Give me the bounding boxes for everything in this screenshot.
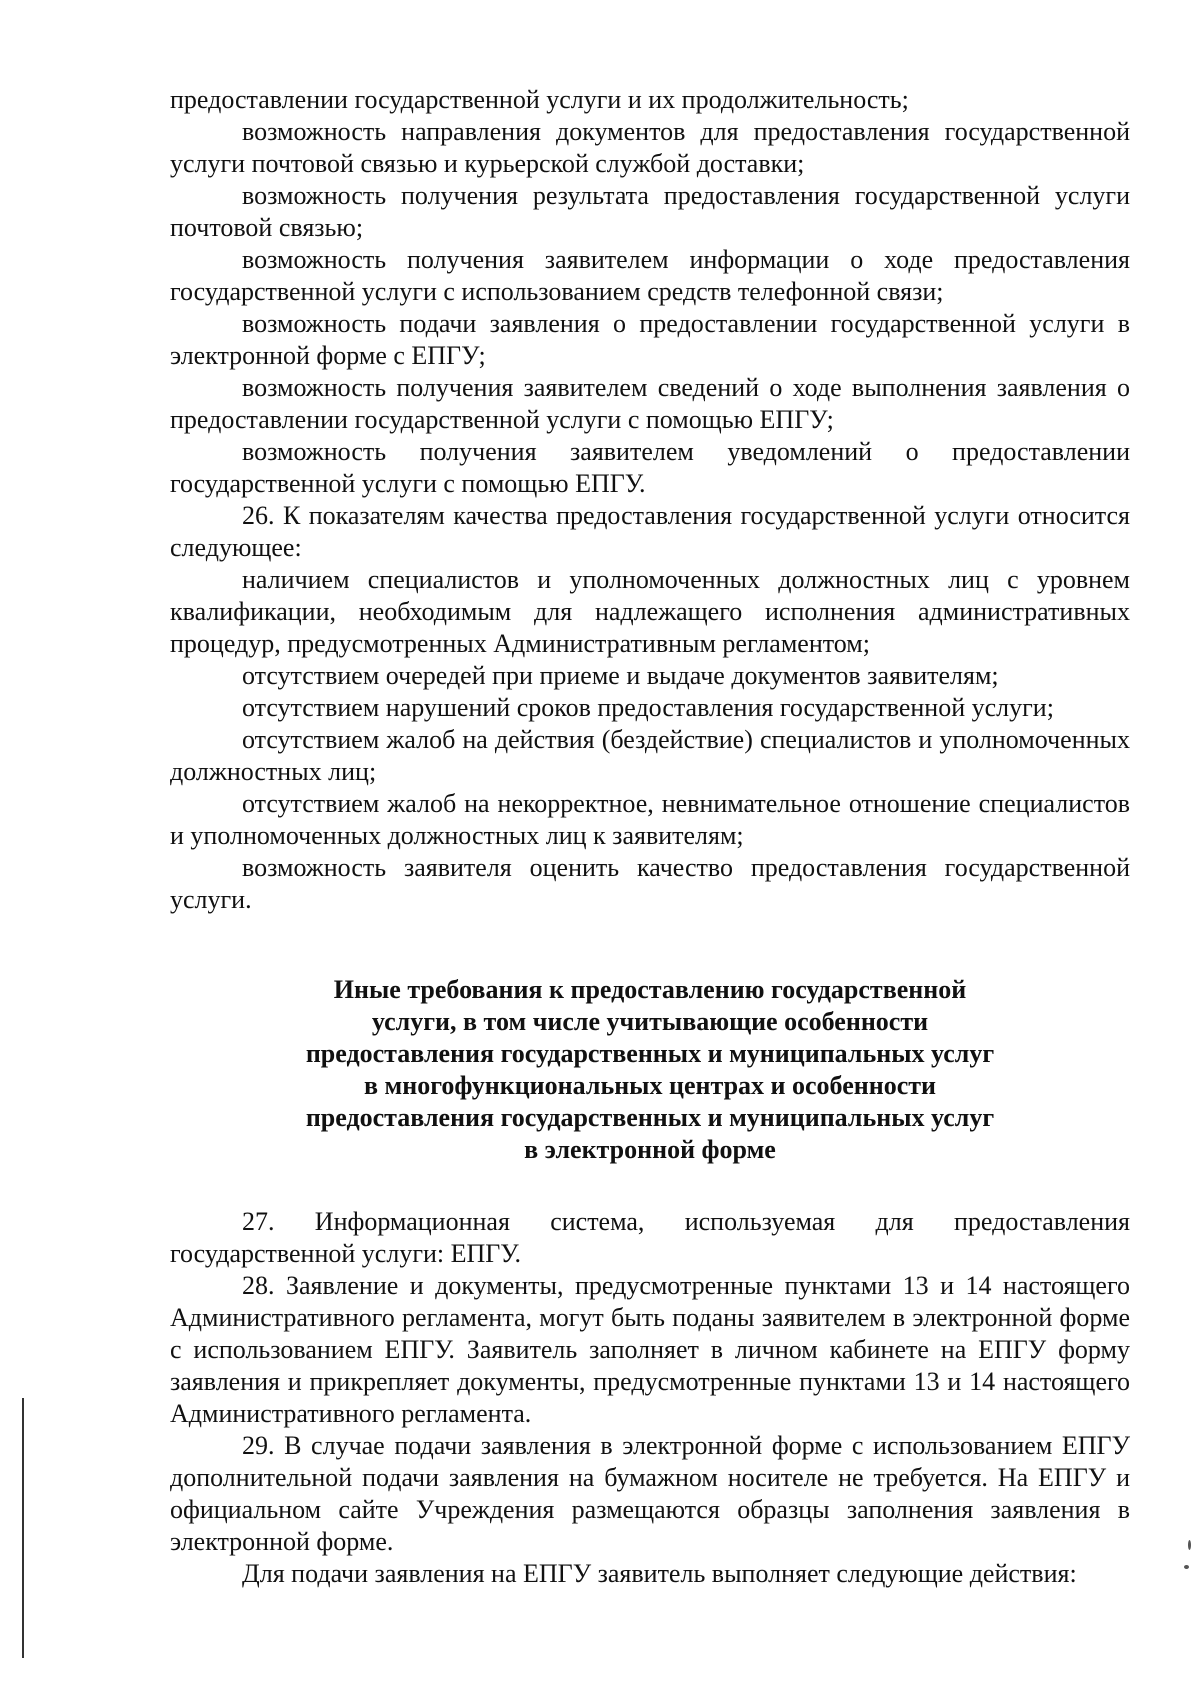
paragraph: отсутствием нарушений сроков предоставления государственной услуги;: [242, 693, 1054, 722]
section-heading: [170, 974, 1130, 1166]
paragraphs-top: [170, 84, 1130, 916]
heading-line: услуги, в том числе учитывающие особенности: [371, 1007, 929, 1036]
paragraph: наличием специалистов и уполномоченных должностных лиц с уровнем квалификации, необходимым для надлежащего исполнения административных процедур, предусмотренных Административным регламентом;: [170, 565, 1130, 658]
heading-line: предоставления государственных и муниципальных услуг: [305, 1039, 995, 1068]
document-body: [170, 84, 1130, 1590]
paragraph: 29. В случае подачи заявления в электронной форме с использованием ЕПГУ дополнительной подачи заявления на бумажном носителе не требуется. На ЕПГУ и официальном сайте Учреждения размещаются образцы заполнения заявления в электронной форме.: [170, 1431, 1130, 1556]
paragraphs-bottom: [170, 1206, 1130, 1590]
paragraph: 28. Заявление и документы, предусмотренные пунктами 13 и 14 настоящего Административного регламента, могут быть поданы заявителем в электронной форме с использованием ЕПГУ. Заявитель заполняет в личном кабинете на ЕПГУ форму заявления и прикрепляет документы, предусмотренные пунктами 13 и 14 настоящего Административного регламента.: [170, 1271, 1130, 1428]
paragraph: возможность получения заявителем информации о ходе предоставления государственной услуги с использованием средств телефонной связи;: [170, 245, 1130, 306]
paragraph: возможность подачи заявления о предоставлении государственной услуги в электронной форме с ЕПГУ;: [170, 309, 1130, 370]
paragraph: возможность получения результата предоставления государственной услуги почтовой связью;: [170, 181, 1130, 242]
paragraph: отсутствием жалоб на некорректное, невнимательное отношение специалистов и уполномоченных должностных лиц к заявителям;: [170, 789, 1130, 850]
paragraph: Для подачи заявления на ЕПГУ заявитель выполняет следующие действия:: [242, 1559, 1077, 1588]
paragraph: возможность направления документов для предоставления государственной услуги почтовой связью и курьерской службой доставки;: [170, 117, 1130, 178]
heading-line: предоставления государственных и муниципальных услуг: [305, 1103, 995, 1132]
paragraph: возможность получения заявителем уведомлений о предоставлении государственной услуги с помощью ЕПГУ.: [170, 437, 1130, 498]
paragraph: возможность заявителя оценить качество предоставления государственной услуги.: [170, 853, 1130, 914]
paragraph: отсутствием очередей при приеме и выдаче документов заявителям;: [242, 661, 999, 690]
heading-line: в многофункциональных центрах и особенности: [364, 1071, 936, 1100]
heading-line: в электронной форме: [524, 1135, 776, 1164]
scan-speck: [1188, 1540, 1191, 1550]
scan-margin-line: [22, 1398, 24, 1658]
heading-line: Иные требования к предоставлению государственной: [333, 975, 967, 1004]
scan-speck: [1184, 1565, 1189, 1569]
paragraph: отсутствием жалоб на действия (бездействие) специалистов и уполномоченных должностных лиц;: [170, 725, 1130, 786]
paragraph: возможность получения заявителем сведений о ходе выполнения заявления о предоставлении государственной услуги с помощью ЕПГУ;: [170, 373, 1130, 434]
paragraph: 27. Информационная система, используемая для предоставления государственной услуги: ЕПГУ.: [170, 1207, 1130, 1268]
paragraph: предоставлении государственной услуги и их продолжительность;: [170, 85, 909, 114]
paragraph: 26. К показателям качества предоставления государственной услуги относится следующее:: [170, 501, 1130, 562]
